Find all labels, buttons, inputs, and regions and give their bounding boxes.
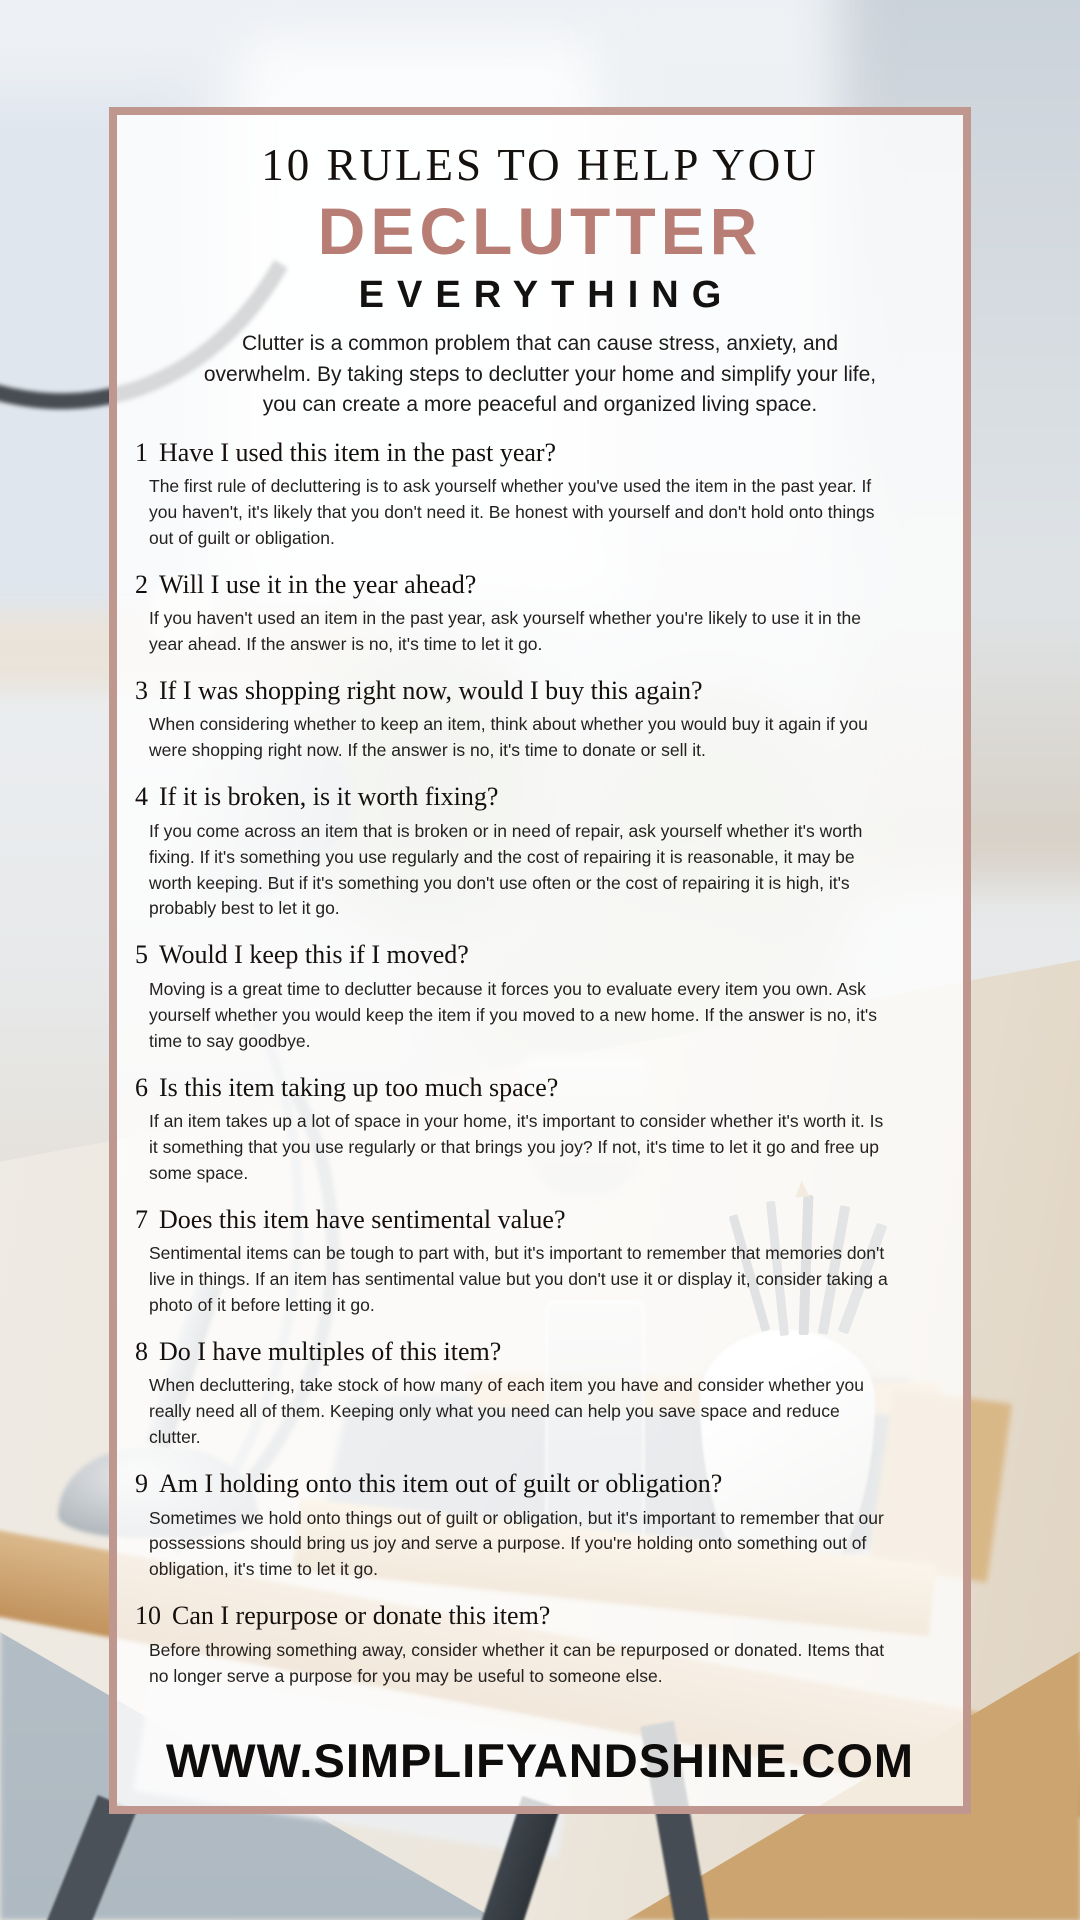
rule-number: 8 [135,1336,148,1366]
rule-heading [135,1600,945,1633]
rule-heading [135,781,945,814]
rule-number: 3 [135,675,148,705]
rule-item [135,939,945,1054]
rule-body: When decluttering, take stock of how many of each item you have and consider whether you really need all of them. Keeping only what you need can help you save space and reduce clutter. [149,1375,864,1448]
rule-heading [135,939,945,972]
rule-title: Am I holding onto this item out of guilt or obligation? [159,1469,723,1499]
rule-number: 4 [135,782,148,812]
rule-title: Is this item taking up too much space? [159,1072,559,1102]
rule-item [135,1072,945,1187]
title-main: DECLUTTER [317,193,763,268]
rule-item [135,1600,945,1689]
rule-number: 5 [135,940,148,970]
rule-heading [135,1072,945,1105]
rule-title: If I was shopping right now, would I buy this again? [159,675,703,705]
rule-title: Can I repurpose or donate this item? [172,1601,551,1631]
rule-item [135,569,945,658]
title-sub: EVERYTHING [358,273,735,316]
rule-heading [135,1468,945,1501]
rule-number: 10 [135,1601,161,1631]
content [109,107,971,1814]
rule-title: Do I have multiples of this item? [159,1336,502,1366]
rule-title: Will I use it in the year ahead? [159,569,477,599]
rule-title: Does this item have sentimental value? [159,1204,566,1234]
rule-number: 2 [135,569,148,599]
rule-item [135,781,945,922]
rule-item [135,437,945,552]
rule-body: The first rule of decluttering is to ask yourself whether you've used the item in the past year. If you haven't, it's likely that you don't need it. Be honest with yourself and don't hold onto things out of guilt or obligation. [149,476,875,548]
title-eyebrow: 10 RULES TO HELP YOU [261,140,819,190]
intro-paragraph: Clutter is a common problem that can cause stress, anxiety, and overwhelm. By taking steps to declutter your home and simplify your life, you can create a more peaceful and organized living space. [203,332,877,416]
rule-title: Would I keep this if I moved? [159,940,469,970]
rule-item [135,1336,945,1451]
rule-number: 7 [135,1204,148,1234]
rule-heading [135,1336,945,1369]
rules-list [135,420,945,1690]
rule-title: Have I used this item in the past year? [159,437,557,467]
rule-heading [135,675,945,708]
rule-number: 6 [135,1072,148,1102]
rule-title: If it is broken, is it worth fixing? [159,782,499,812]
rule-body: Sentimental items can be tough to part with, but it's important to remember that memories don't live in things. If an item has sentimental value but you don't use it or display it, consider taking a photo of it before letting it go. [149,1243,888,1315]
rule-item [135,1468,945,1583]
rule-heading [135,437,945,470]
rule-body: If you haven't used an item in the past year, ask yourself whether you're likely to use it in the year ahead. If the answer is no, it's time to let it go. [149,608,861,655]
website-url: WWW.SIMPLIFYANDSHINE.COM [165,1734,915,1787]
rule-number: 9 [135,1469,148,1499]
rule-heading [135,569,945,602]
rule-number: 1 [135,437,148,467]
rule-body: If an item takes up a lot of space in your home, it's important to consider whether it's worth it. Is it something that you use regularly or that brings you joy? If not, it's time to let it go and free up some space. [149,1111,884,1183]
rule-body: When considering whether to keep an item, think about whether you would buy it again if you were shopping right now. If the answer is no, it's time to donate or sell it. [149,714,868,761]
rule-heading [135,1204,945,1237]
rule-item [135,1204,945,1319]
rule-body: Moving is a great time to declutter because it forces you to evaluate every item you own. Ask yourself whether you would keep the item if you moved to a new home. If the answer is no, it's time to say goodbye. [149,978,878,1051]
rule-body: Before throwing something away, consider whether it can be repurposed or donated. Items that no longer serve a purpose for you may be useful to someone else. [149,1639,885,1686]
rule-body: Sometimes we hold onto things out of guilt or obligation, but it's important to remember that our possessions should bring us joy and serve a purpose. If you're holding onto something out of obligation, it's time to let it go. [149,1507,884,1580]
rule-item [135,675,945,764]
rule-body: If you come across an item that is broken or in need of repair, ask yourself whether it's worth fixing. If it's something you use regularly and the cost of repairing it is reasonable, it may be worth keeping. But if it's something you don't use often or the cost of repairing it is high, it's probably best to let it go. [149,820,863,919]
